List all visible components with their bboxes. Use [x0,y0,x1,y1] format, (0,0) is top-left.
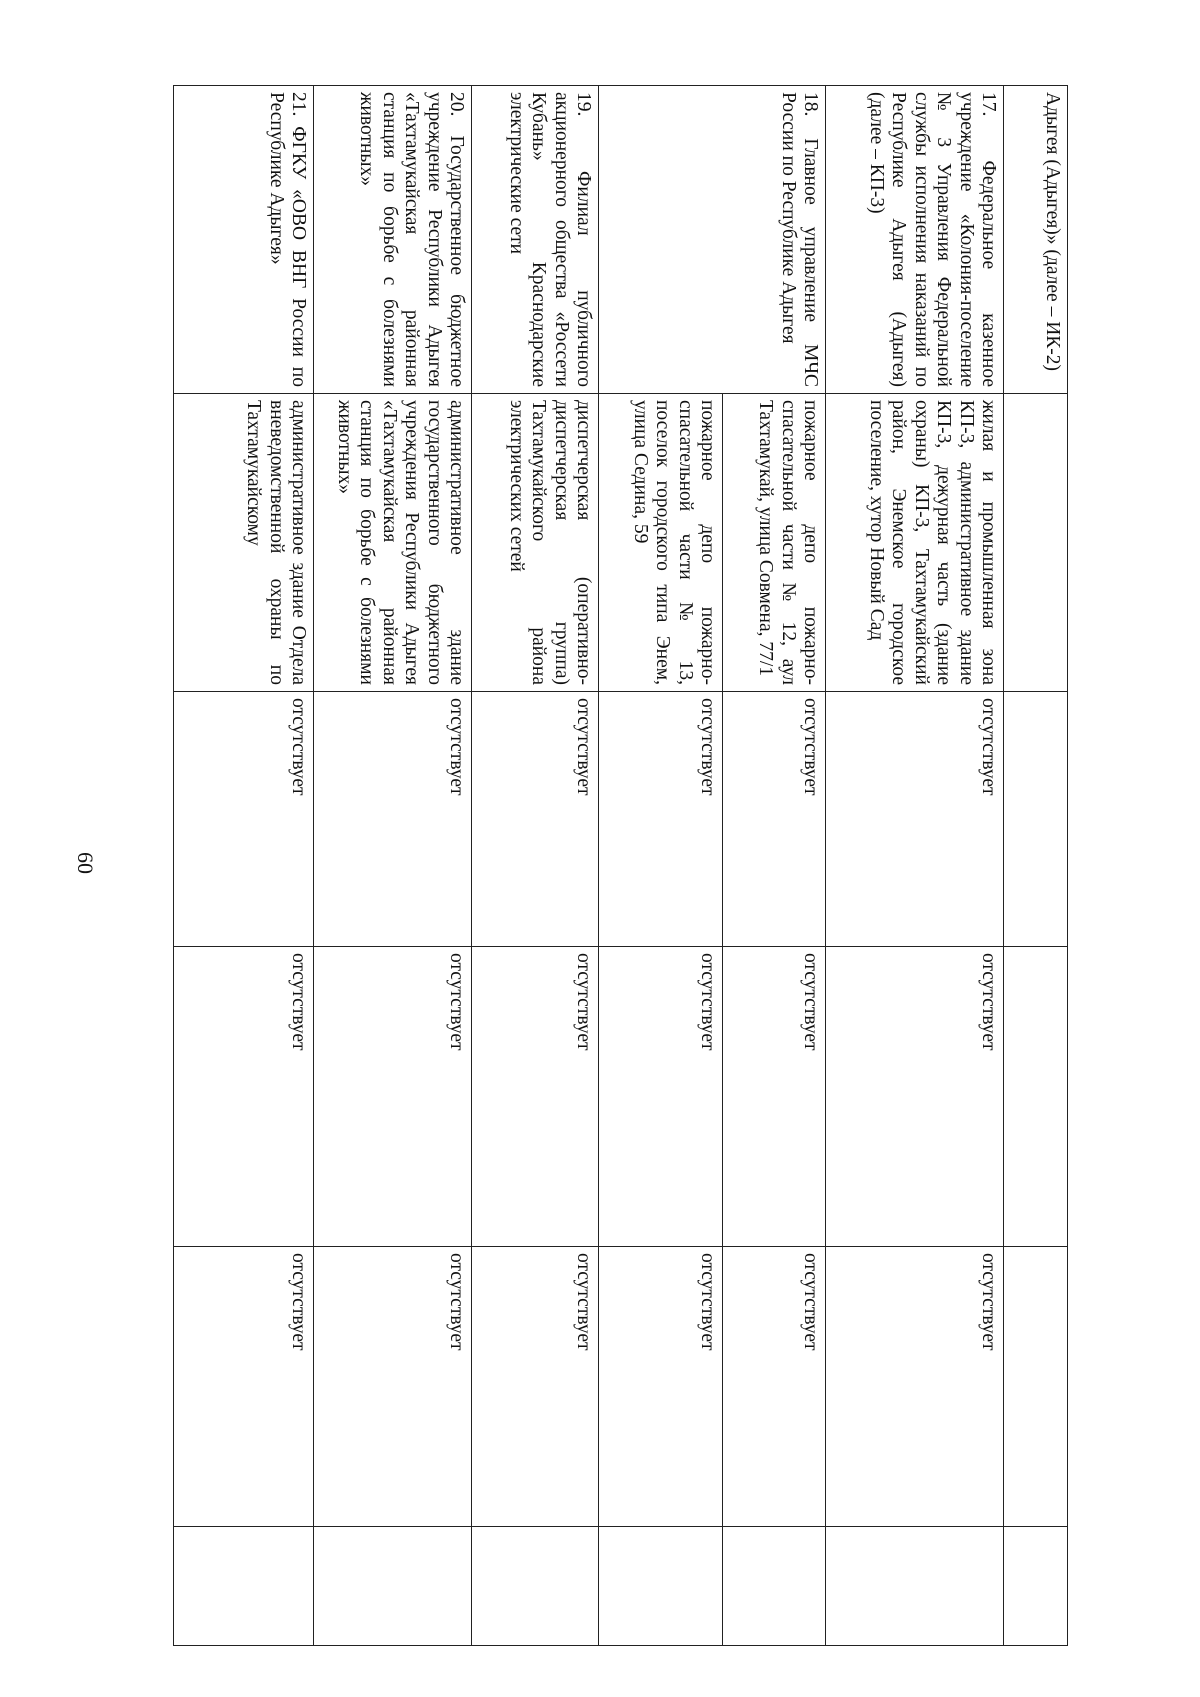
status-cell: отсутствует [174,1247,314,1527]
table-row [1004,86,1068,1646]
status-cell: отсутствует [599,692,723,947]
status-cell: отсутствует [174,692,314,947]
table-row [174,86,314,1646]
empty-cell [472,1527,599,1646]
object-cell: пожарное депо пожарно-спасательной части № 12, аул Тахтамукай, улица Совмена, 77/1 [723,394,826,692]
object-cell: административное здание Отдела вневедомственной охраны по Тахтамукайскому [174,394,314,692]
status-cell: отсутствует [599,947,723,1247]
empty-cell [599,1527,723,1646]
empty-cell [1004,1527,1068,1646]
status-cell [1004,947,1068,1247]
status-cell: отсутствует [472,1247,599,1527]
table-row [826,86,1004,1646]
org-cell: 19. Филиал публичного акционерного общества «Россети Кубань» Краснодарские электрические сети [472,86,599,394]
status-cell: отсутствует [472,692,599,947]
empty-cell [314,1527,472,1646]
table-row [472,86,599,1646]
object-cell: пожарное депо пожарно-спасательной части № 13, поселок городского типа Энем, улица Седина, 59 [599,394,723,692]
status-cell: отсутствует [314,692,472,947]
org-cell: 18. Главное управление МЧС России по Республике Адыгея [599,86,826,394]
status-cell: отсутствует [826,947,1004,1247]
object-cell: жилая и промышленная зона КП-3, административное здание КП-3, дежурная часть (здание охраны) КП-3, Тахтамукайский район, Энемское городское поселение, хутор Новый Сад [826,394,1004,692]
status-cell: отсутствует [599,1247,723,1527]
status-cell: отсутствует [826,692,1004,947]
status-cell: отсутствует [826,1247,1004,1527]
status-cell: отсутствует [472,947,599,1247]
org-cell: Адыгея (Адыгея)» (далее – ИК-2) [1004,86,1068,394]
table-row [723,86,826,1646]
object-cell: диспетчерская (оперативно-диспетчерская группа) Тахтамукайского района электрических сетей [472,394,599,692]
status-cell [1004,1247,1068,1527]
status-cell: отсутствует [174,947,314,1247]
page-number: 60 [73,852,98,874]
empty-cell [723,1527,826,1646]
status-cell: отсутствует [314,1247,472,1527]
rotated-table-wrapper [174,85,1068,1645]
table-row [314,86,472,1646]
status-cell: отсутствует [723,692,826,947]
org-cell: 17. Федеральное казенное учреждение «Колония-поселение № 3 Управления Федеральной службы исполнения наказаний по Республике Адыгея (Адыгея) (далее – КП-3) [826,86,1004,394]
empty-cell [826,1527,1004,1646]
status-cell: отсутствует [723,1247,826,1527]
status-cell [1004,692,1068,947]
status-cell: отсутствует [314,947,472,1247]
status-cell: отсутствует [723,947,826,1247]
org-cell: 20. Государственное бюджетное учреждение Республики Адыгея «Тахтамукайская районная станция по борьбе с болезнями животных» [314,86,472,394]
object-cell [1004,394,1068,692]
data-table [173,85,1068,1646]
object-cell: административное здание государственного бюджетного учреждения Республики Адыгея «Тахтамукайская районная станция по борьбе с болезнями животных» [314,394,472,692]
empty-cell [174,1527,314,1646]
org-cell: 21. ФГКУ «ОВО ВНГ России по Республике Адыгея» [174,86,314,394]
